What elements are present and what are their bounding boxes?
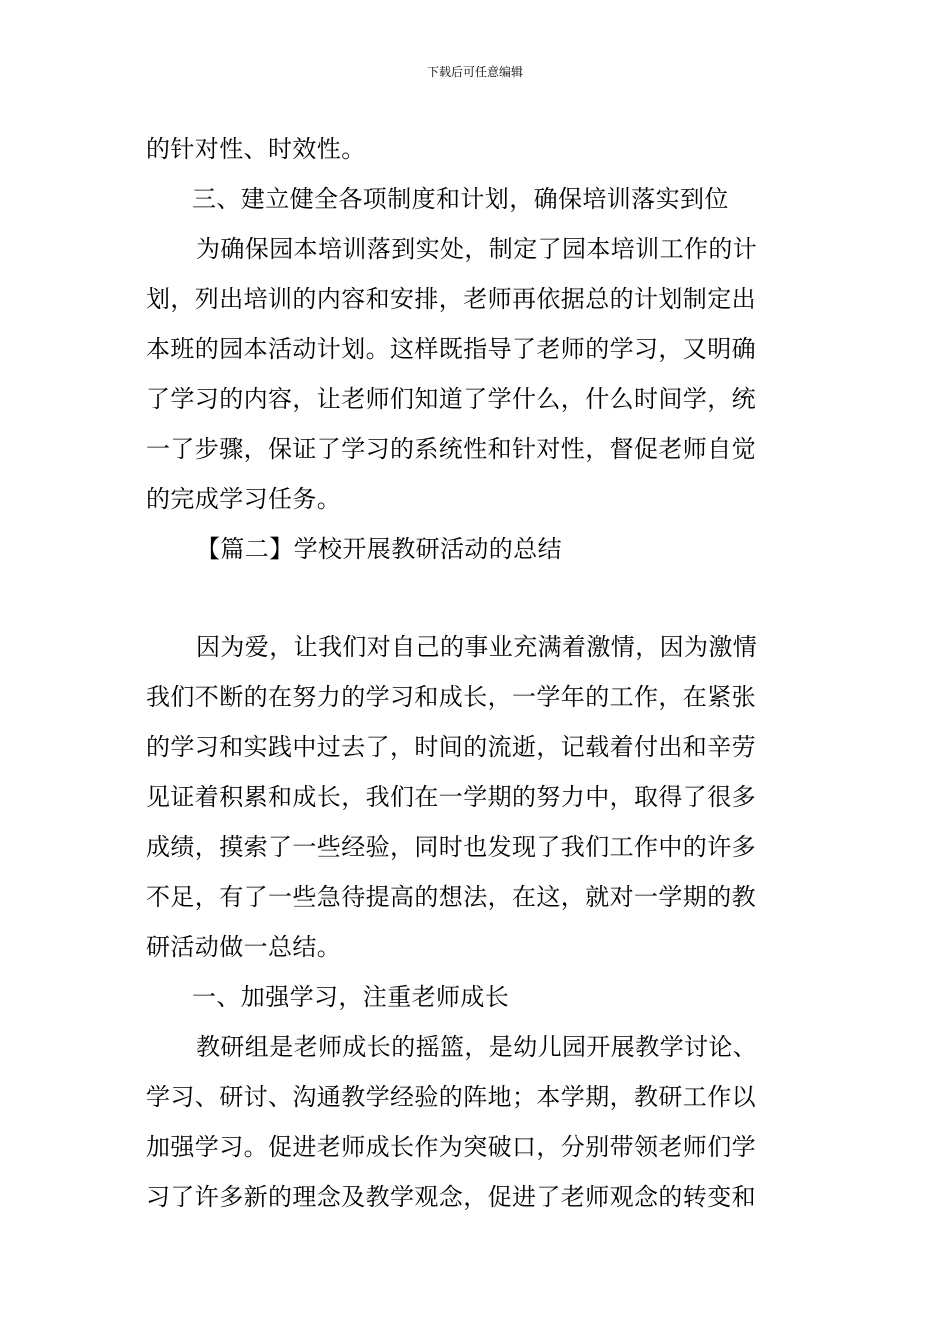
- text-line: 的学习和实践中过去了，时间的流逝，记载着付出和辛劳: [146, 733, 756, 761]
- text-line: 划，列出培训的内容和安排，老师再依据总的计划制定出: [146, 285, 756, 313]
- text-line: 本班的园本活动计划。这样既指导了老师的学习，又明确: [146, 335, 756, 363]
- text-line: 成绩，摸索了一些经验，同时也发现了我们工作中的许多: [146, 833, 756, 861]
- text-line: 我们不断的在努力的学习和成长，一学年的工作，在紧张: [146, 683, 756, 711]
- text-line: 一了步骤，保证了学习的系统性和针对性，督促老师自觉: [146, 435, 756, 463]
- section-heading: 一、加强学习，注重老师成长: [192, 983, 510, 1011]
- text-line: 学习、研讨、沟通教学经验的阵地；本学期，教研工作以: [146, 1083, 756, 1111]
- text-line: 研活动做一总结。: [146, 933, 342, 961]
- text-line: 习了许多新的理念及教学观念，促进了老师观念的转变和: [146, 1183, 756, 1211]
- text-line: 教研组是老师成长的摇篮，是幼儿园开展教学讨论、: [196, 1033, 758, 1061]
- section-heading: 三、建立健全各项制度和计划，确保培训落实到位: [192, 185, 729, 213]
- page-header-note: 下载后可任意编辑: [426, 65, 523, 79]
- text-line: 的完成学习任务。: [146, 485, 342, 513]
- text-line: 因为爱，让我们对自己的事业充满着激情，因为激情: [196, 633, 758, 661]
- text-line: 的针对性、时效性。: [146, 135, 366, 163]
- text-line: 不足，有了一些急待提高的想法，在这，就对一学期的教: [146, 883, 756, 911]
- text-line: 加强学习。促进老师成长作为突破口，分别带领老师们学: [146, 1133, 756, 1161]
- text-line: 见证着积累和成长，我们在一学期的努力中，取得了很多: [146, 783, 756, 811]
- article-title: 【篇二】学校开展教研活动的总结: [196, 535, 562, 563]
- text-line: 了学习的内容，让老师们知道了学什么，什么时间学，统: [146, 385, 756, 413]
- text-line: 为确保园本培训落到实处，制定了园本培训工作的计: [196, 235, 758, 263]
